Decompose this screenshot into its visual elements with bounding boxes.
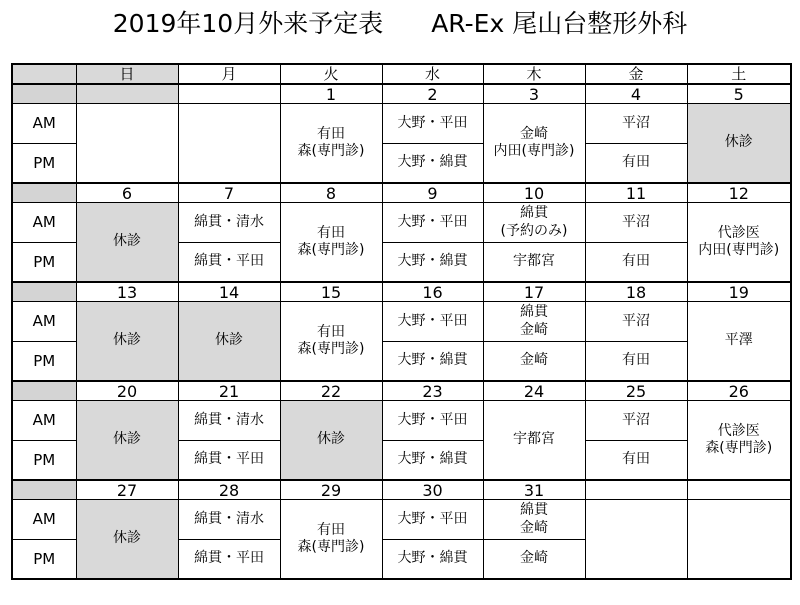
am-label: AM <box>12 104 76 144</box>
date-cell: 11 <box>585 183 687 203</box>
doctor-cell-pm: 有田 <box>585 342 687 382</box>
am-row <box>12 302 791 342</box>
doctor-cell-am: 大野・平田 <box>382 203 483 243</box>
am-label: AM <box>12 203 76 243</box>
doctor-cell-am: 大野・平田 <box>382 500 483 540</box>
date-row-corner <box>12 480 76 500</box>
date-row-corner <box>12 381 76 401</box>
doctor-cell-pm: 有田 <box>585 441 687 481</box>
header-corner <box>12 64 76 84</box>
doctor-cell-am: 平沼 <box>585 104 687 144</box>
doctor-cell-pm: 大野・綿貫 <box>382 144 483 184</box>
am-label: AM <box>12 302 76 342</box>
doctor-cell-am: 綿貫 金崎 <box>483 302 585 342</box>
doctor-cell-am: 大野・平田 <box>382 302 483 342</box>
doctor-cell <box>687 500 791 580</box>
pm-label: PM <box>12 540 76 580</box>
doctor-cell: 宇都宮 <box>483 401 585 481</box>
week-date-row <box>12 183 791 203</box>
closed-cell: 休診 <box>178 302 280 382</box>
doctor-cell: 有田 森(専門診) <box>280 104 382 184</box>
doctor-cell: 有田 森(専門診) <box>280 500 382 580</box>
date-cell <box>178 84 280 104</box>
am-label: AM <box>12 401 76 441</box>
weekday-header: 金 <box>585 64 687 84</box>
doctor-cell-pm: 大野・綿貫 <box>382 540 483 580</box>
date-cell: 8 <box>280 183 382 203</box>
doctor-cell-am: 大野・平田 <box>382 401 483 441</box>
doctor-cell-am: 綿貫 (予約のみ) <box>483 203 585 243</box>
date-cell: 6 <box>76 183 178 203</box>
date-cell: 9 <box>382 183 483 203</box>
doctor-cell-pm: 綿貫・平田 <box>178 441 280 481</box>
date-cell: 4 <box>585 84 687 104</box>
date-row-corner <box>12 282 76 302</box>
doctor-cell-am: 平沼 <box>585 401 687 441</box>
doctor-cell-pm: 大野・綿貫 <box>382 441 483 481</box>
closed-cell: 休診 <box>280 401 382 481</box>
closed-cell: 休診 <box>76 401 178 481</box>
closed-cell: 休診 <box>687 104 791 184</box>
weekday-header: 木 <box>483 64 585 84</box>
doctor-cell-pm: 大野・綿貫 <box>382 243 483 283</box>
weekday-header: 月 <box>178 64 280 84</box>
week-date-row <box>12 84 791 104</box>
date-cell: 23 <box>382 381 483 401</box>
date-cell: 28 <box>178 480 280 500</box>
closed-cell: 休診 <box>76 500 178 580</box>
doctor-cell-pm: 金崎 <box>483 540 585 580</box>
date-cell: 27 <box>76 480 178 500</box>
schedule-table <box>11 63 792 580</box>
weekday-header: 日 <box>76 64 178 84</box>
date-cell: 25 <box>585 381 687 401</box>
date-cell: 29 <box>280 480 382 500</box>
date-cell: 21 <box>178 381 280 401</box>
date-cell: 18 <box>585 282 687 302</box>
date-cell: 14 <box>178 282 280 302</box>
date-cell: 10 <box>483 183 585 203</box>
date-cell: 2 <box>382 84 483 104</box>
date-cell: 13 <box>76 282 178 302</box>
date-cell: 22 <box>280 381 382 401</box>
week-date-row <box>12 282 791 302</box>
doctor-cell-am: 綿貫・清水 <box>178 401 280 441</box>
clinic-name: AR-Ex 尾山台整形外科 <box>431 9 688 38</box>
doctor-cell: 有田 森(専門診) <box>280 203 382 283</box>
doctor-cell-pm: 綿貫・平田 <box>178 243 280 283</box>
schedule-title: 2019年10月外来予定表 <box>112 9 384 38</box>
pm-label: PM <box>12 441 76 481</box>
doctor-cell-pm: 綿貫・平田 <box>178 540 280 580</box>
doctor-cell-pm: 有田 <box>585 144 687 184</box>
date-row-corner <box>12 84 76 104</box>
pm-label: PM <box>12 243 76 283</box>
doctor-cell-pm: 金崎 <box>483 342 585 382</box>
doctor-cell-am: 綿貫・清水 <box>178 500 280 540</box>
date-cell: 16 <box>382 282 483 302</box>
date-cell: 24 <box>483 381 585 401</box>
week-date-row <box>12 480 791 500</box>
am-label: AM <box>12 500 76 540</box>
date-cell: 3 <box>483 84 585 104</box>
doctor-cell: 平澤 <box>687 302 791 382</box>
doctor-cell <box>76 104 178 184</box>
page-title <box>0 4 800 44</box>
date-row-corner <box>12 183 76 203</box>
doctor-cell: 有田 森(専門診) <box>280 302 382 382</box>
weekday-header: 水 <box>382 64 483 84</box>
date-cell: 15 <box>280 282 382 302</box>
doctor-cell-pm: 大野・綿貫 <box>382 342 483 382</box>
doctor-cell-am: 大野・平田 <box>382 104 483 144</box>
date-cell: 20 <box>76 381 178 401</box>
week-date-row <box>12 381 791 401</box>
date-cell: 19 <box>687 282 791 302</box>
weekday-header: 火 <box>280 64 382 84</box>
doctor-cell: 代診医 森(専門診) <box>687 401 791 481</box>
date-cell: 31 <box>483 480 585 500</box>
date-cell: 17 <box>483 282 585 302</box>
date-cell: 30 <box>382 480 483 500</box>
doctor-cell-am: 平沼 <box>585 302 687 342</box>
doctor-cell-pm: 有田 <box>585 243 687 283</box>
closed-cell: 休診 <box>76 203 178 283</box>
doctor-cell-am: 綿貫 金崎 <box>483 500 585 540</box>
date-cell: 7 <box>178 183 280 203</box>
doctor-cell <box>585 500 687 580</box>
doctor-cell-am: 平沼 <box>585 203 687 243</box>
closed-cell: 休診 <box>76 302 178 382</box>
weekday-header: 土 <box>687 64 791 84</box>
date-cell: 5 <box>687 84 791 104</box>
date-cell: 26 <box>687 381 791 401</box>
pm-label: PM <box>12 342 76 382</box>
doctor-cell: 金崎 内田(専門診) <box>483 104 585 184</box>
doctor-cell-pm: 宇都宮 <box>483 243 585 283</box>
date-cell: 1 <box>280 84 382 104</box>
doctor-cell: 代診医 内田(専門診) <box>687 203 791 283</box>
am-row <box>12 203 791 243</box>
doctor-cell <box>178 104 280 184</box>
am-row <box>12 104 791 144</box>
date-cell: 12 <box>687 183 791 203</box>
doctor-cell-am: 綿貫・清水 <box>178 203 280 243</box>
date-cell <box>687 480 791 500</box>
pm-label: PM <box>12 144 76 184</box>
weekday-header-row <box>12 64 791 84</box>
am-row <box>12 500 791 540</box>
date-cell <box>585 480 687 500</box>
am-row <box>12 401 791 441</box>
date-cell <box>76 84 178 104</box>
